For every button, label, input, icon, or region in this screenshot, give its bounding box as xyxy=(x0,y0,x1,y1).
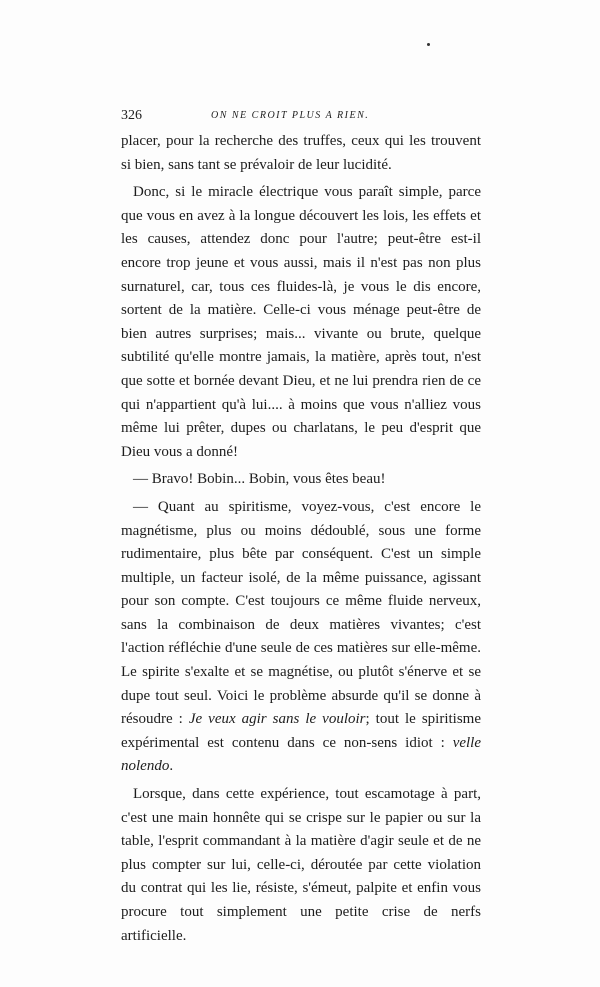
paragraph-4-middle: ; tout le spiritisme expérimental est contenu dans ce non-sens idiot : xyxy=(121,711,482,751)
running-title: ON NE CROIT PLUS A RIEN. xyxy=(211,110,370,121)
paragraph-4 xyxy=(121,496,481,779)
ink-speck xyxy=(427,43,430,46)
running-head xyxy=(121,108,481,126)
paragraph-2: Donc, si le miracle électrique vous paraît simple, parce que vous en avez à la longue découvert les lois, les effets et les causes, attendez donc pour l'autre; peut-être est-il encore trop jeune et vous aussi, mais il n'est pas non plus surnaturel, car, tous ces fluides-là, je vous le dis encore, sortent de la matière. Celle-ci vous ménage peut-être de bien autres surprises; mais... vivante ou brute, quelque subtilité qu'elle montre jamais, la matière, après tout, n'est que sotte et bornée devant Dieu, et ne lui prendra rien de ce qui n'appartient qu'à lui.... à moins que vous n'alliez vous même lui prêter, dupes ou charlatans, le peu d'esprit que Dieu vous a donné! xyxy=(121,184,481,460)
paragraph-4-end: . xyxy=(169,758,174,775)
paragraph-4-start: — Quant au spiritisme, voyez-vous, c'est encore le magnétisme, plus ou moins dédoublé, sous une forme rudimentaire, plus bête par conséquent. C'est un simple multiple, un facteur isolé, de la même puissance, agissant pour son compte. C'est toujours ce même fluide nerveux, sans la combinaison de deux matières vivantes; c'est l'action réfléchie d'une seule de ces matières sur elle-même. Le spirite s'exalte et se magnétise, ou plutôt s'énerve et se dupe tout seul. Voici le problème absurde qu'il se donne à résoudre : xyxy=(121,498,481,728)
body-text xyxy=(121,130,481,948)
page-number: 326 xyxy=(121,108,142,123)
paragraph-4-italic-2: velle nolendo xyxy=(121,734,482,775)
paragraph-3: — Bravo! Bobin... Bobin, vous êtes beau! xyxy=(133,471,386,488)
paragraph-1: placer, pour la recherche des truffes, ceux qui les trouvent si bien, sans tant se prévaloir de leur lucidité. xyxy=(121,133,481,173)
paragraph-4-italic-1: Je veux agir sans le vouloir xyxy=(188,711,366,728)
paragraph-5: Lorsque, dans cette expérience, tout escamotage à part, c'est une main honnête qui se crispe sur le papier ou sur la table, l'esprit commandant à la matière d'agir seule et de ne plus compter sur lui, celle-ci, déroutée par cette violation du contrat qui les lie, résiste, s'émeut, palpite et enfin vous procure tout simplement une petite crise de nerfs artificielle. xyxy=(121,786,481,944)
